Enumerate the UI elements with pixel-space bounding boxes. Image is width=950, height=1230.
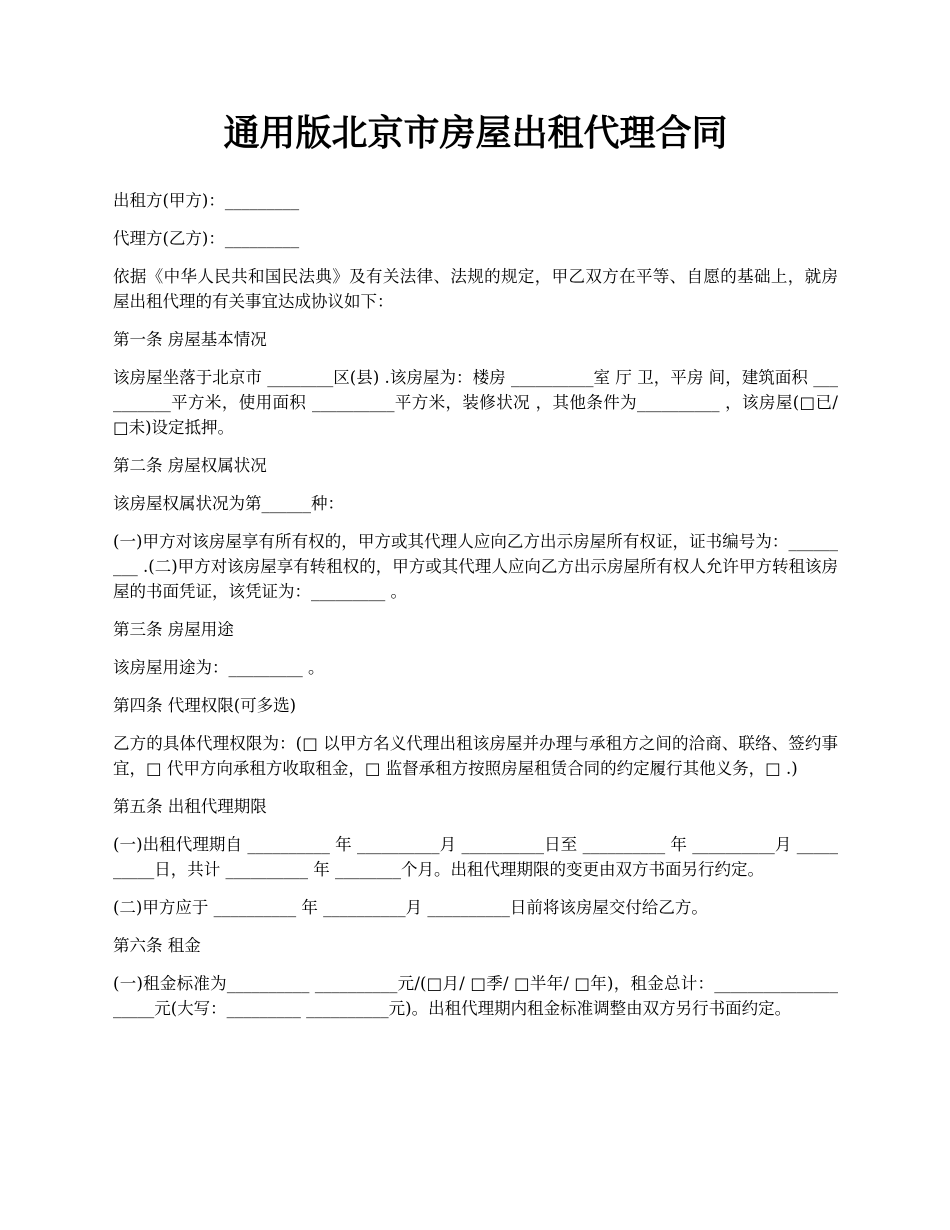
article-5-heading: 第五条 出租代理期限 [113,797,267,816]
lessor-line: 出租方(甲方)：_________ [113,191,300,210]
article-5-term: (一)出租代理期自 __________ 年 __________月 __________日至 __________ 年 __________月 __________日，共计 __________ 年 ________个月。出租代理期限的变更由双方书面另行约定。 [113,835,838,879]
article-3-body: 该房屋用途为：_________ 。 [113,658,325,677]
article-6-rent: (一)租金标准为__________ __________元/(□月/ □季/ □半年/ □年)，租金总计：____________________元(大写：_________ __________元)。出租代理期内租金标准调整由双方另行书面约定。 [113,974,838,1018]
article-6-heading: 第六条 租金 [113,936,201,955]
agent-line: 代理方(乙方)：_________ [113,229,300,248]
article-2-body: 该房屋权属状况为第______种： [113,494,344,513]
article-2-detail: (一)甲方对该房屋享有所有权的，甲方或其代理人应向乙方出示房屋所有权证，证书编号为：_________ .(二)甲方对该房屋享有转租权的，甲方或其代理人应向乙方出示房屋所有权人允许甲方转租该房屋的书面凭证，该凭证为：_________ 。 [113,532,838,601]
article-1-body: 该房屋坐落于北京市 ________区(县) .该房屋为：楼房 __________室 厅 卫，平房 间，建筑面积 __________平方米，使用面积 __________平方米，装修状况 ，其他条件为__________ ，该房屋(□已/ □未)设定抵押。 [113,368,838,437]
article-5-delivery: (二)甲方应于 __________ 年 __________月 __________日前将该房屋交付给乙方。 [113,898,708,917]
article-3-heading: 第三条 房屋用途 [113,620,234,639]
preamble-paragraph: 依据《中华人民共和国民法典》及有关法律、法规的规定，甲乙双方在平等、自愿的基础上，就房屋出租代理的有关事宜达成协议如下： [113,267,838,311]
document-title: 通用版北京市房屋出租代理合同 [223,112,728,154]
article-4-heading: 第四条 代理权限(可多选) [113,696,297,715]
article-1-heading: 第一条 房屋基本情况 [113,330,267,349]
article-4-body: 乙方的具体代理权限为：(□ 以甲方名义代理出租该房屋并办理与承租方之间的洽商、联络、签约事宜，□ 代甲方向承租方收取租金，□ 监督承租方按照房屋租赁合同的约定履行其他义务，□ .) [113,734,838,778]
article-2-heading: 第二条 房屋权属状况 [113,456,267,475]
